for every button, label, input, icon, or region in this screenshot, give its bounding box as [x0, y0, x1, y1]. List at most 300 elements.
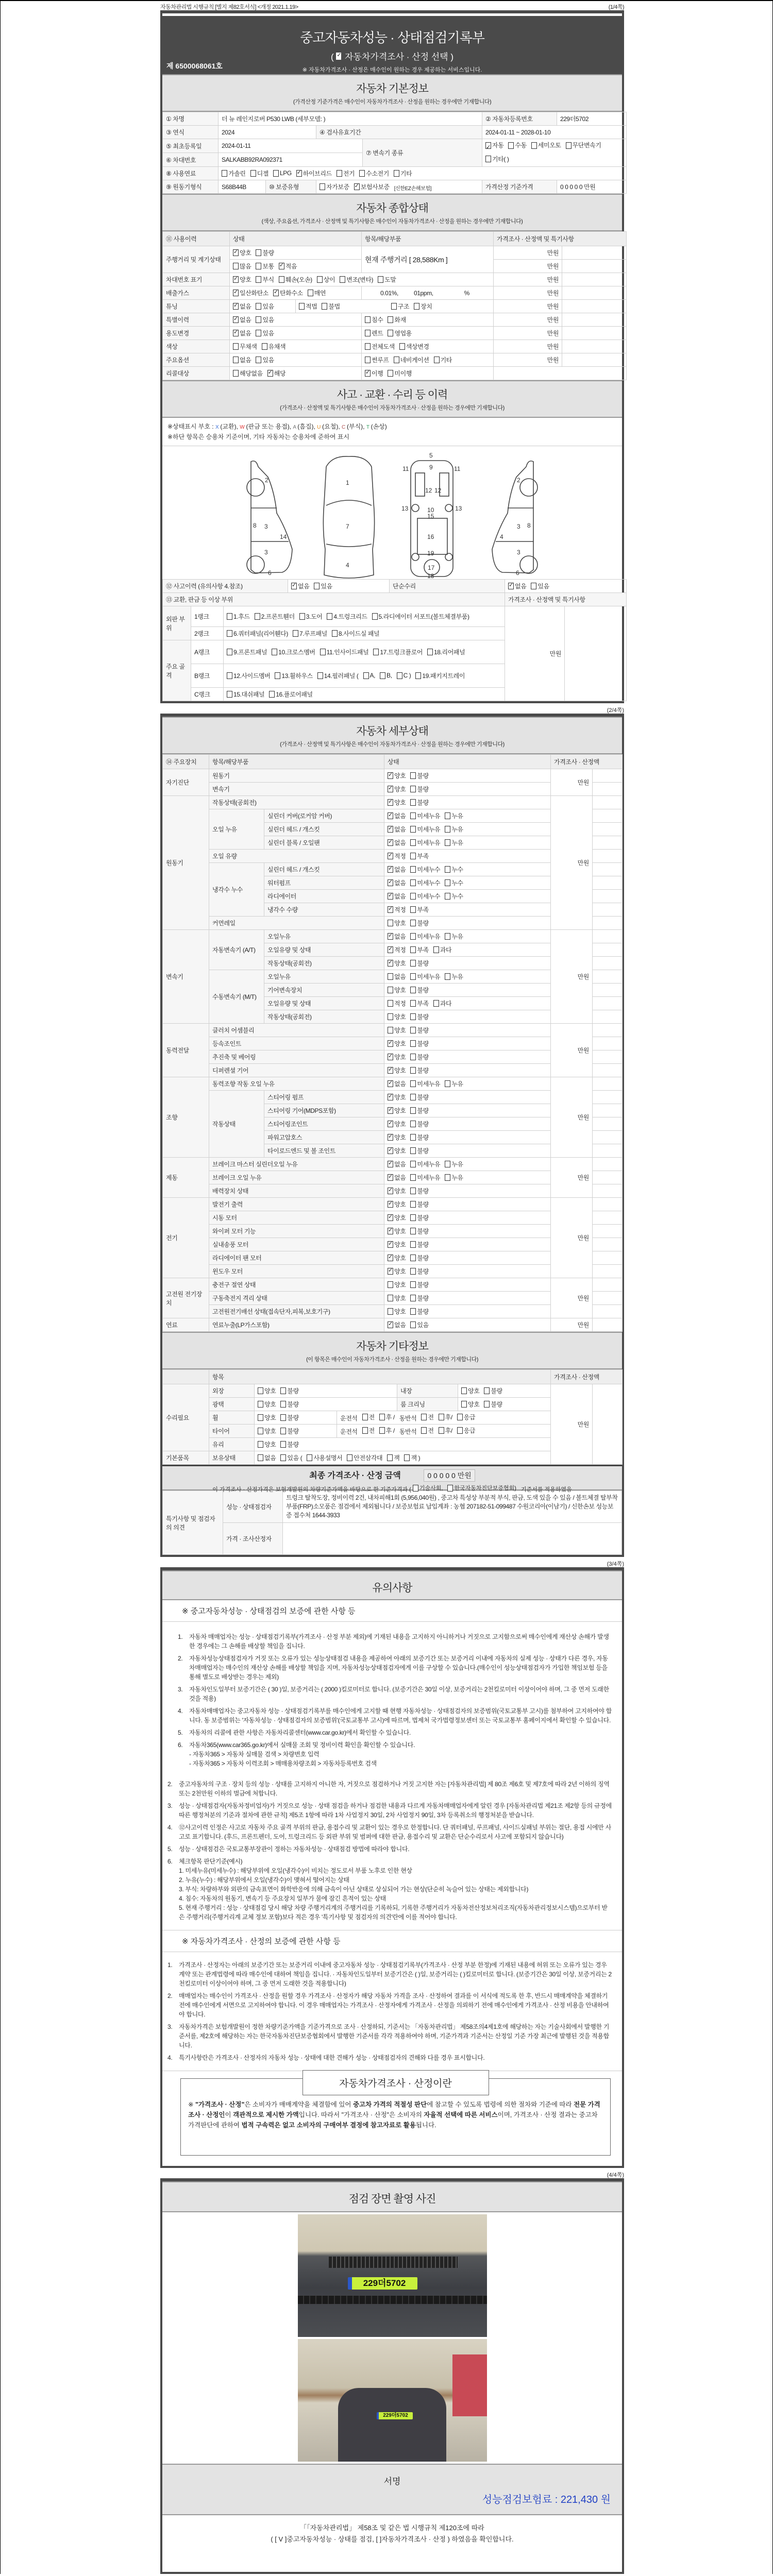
checked-box-icon	[388, 1134, 393, 1141]
checkbox-option	[414, 302, 432, 311]
svg-text:17: 17	[428, 564, 435, 571]
option-label: 과다	[440, 946, 452, 954]
item-body	[189, 1728, 411, 1737]
checkbox-option	[256, 302, 274, 311]
checkbox-option	[410, 1066, 428, 1075]
section-note: (이 항목은 매수인이 자동차가격조사 · 산정을 원하는 경우에만 기재합니다)	[306, 1357, 478, 1363]
label: ⑫ 사고이력 (유의사항 4.참조)	[163, 580, 288, 593]
unchecked-box-icon	[372, 613, 378, 620]
checked-box-icon	[291, 583, 297, 589]
label: 타이어	[209, 1425, 255, 1438]
option-label: 응급	[463, 1414, 476, 1421]
price-note[interactable]	[593, 1050, 623, 1064]
recall-kind	[362, 367, 494, 380]
checkbox-option	[445, 825, 463, 834]
option-label: 없음	[394, 839, 406, 846]
price-note[interactable]	[565, 606, 627, 701]
box-text-segment: 에 참고할 수 있도록 법령에 의한 절차와 기준에 따라	[427, 2101, 574, 2108]
checked-box-icon	[388, 946, 393, 953]
price-note[interactable]	[593, 850, 623, 863]
list-item	[167, 1960, 612, 1988]
list-item	[167, 2053, 612, 2062]
checkbox-option	[388, 1213, 406, 1222]
price-note[interactable]	[593, 890, 623, 903]
price-note[interactable]	[593, 863, 623, 876]
page-number: (3/4쪽)	[607, 1561, 624, 1567]
rank-c-parts	[224, 688, 505, 701]
option-label: 침수	[372, 316, 383, 324]
option-label: 미세누유	[417, 812, 441, 820]
item-status	[384, 850, 551, 863]
option-label: 있음 (	[287, 1454, 303, 1462]
checkbox-option	[388, 1053, 406, 1061]
list-item	[167, 1780, 612, 1798]
checkbox-option	[280, 1453, 302, 1462]
unchecked-box-icon	[445, 812, 450, 819]
unchecked-box-icon	[373, 649, 379, 655]
item-status	[384, 1077, 551, 1091]
item-status	[384, 997, 551, 1010]
option-label: 불량	[417, 1107, 429, 1114]
option-label: 불량	[417, 1040, 429, 1047]
price-note[interactable]	[562, 286, 627, 300]
item-text: 성능 · 상태점검은 국토교통부장관이 정하는 자동차성능 · 상태점검 방법에 따라야 합니다.	[179, 1845, 410, 1853]
price-note[interactable]	[593, 1144, 623, 1158]
unchecked-box-icon	[388, 1295, 393, 1301]
option-label: 불량	[417, 1214, 429, 1222]
price-note[interactable]	[593, 1158, 623, 1171]
option-label: 4.트렁크리드	[333, 613, 367, 620]
price-unit: 만원	[494, 353, 562, 367]
unchecked-box-icon	[258, 1387, 263, 1394]
checked-box-icon	[388, 1174, 393, 1181]
list-item	[167, 1991, 612, 2019]
checkbox-option	[258, 1400, 276, 1409]
unchecked-box-icon	[280, 1387, 286, 1394]
checkbox-option	[388, 892, 406, 901]
item-label: 디퍼렌셜 기어	[209, 1064, 384, 1077]
price-note[interactable]	[562, 353, 627, 367]
checkbox-option	[233, 342, 257, 351]
unchecked-box-icon	[256, 303, 261, 310]
price-note[interactable]	[593, 1225, 623, 1238]
box-text-segment: 자율적 선택에 따른 서비스	[424, 2111, 498, 2119]
checked-box-icon	[388, 1107, 393, 1114]
checkbox-option	[388, 1120, 406, 1128]
option-label: 불량	[417, 1227, 429, 1235]
option-label: 미세누유	[417, 839, 441, 846]
transmission-type	[482, 139, 627, 167]
final-price-note	[162, 1484, 622, 1494]
price-note[interactable]	[593, 1318, 623, 1332]
item-status	[384, 1292, 551, 1305]
item-status	[384, 769, 551, 783]
checkbox-option	[445, 932, 463, 941]
checkbox-option	[280, 1440, 298, 1449]
price-note[interactable]	[562, 273, 627, 286]
item-label: 구동축전지 격리 상태	[209, 1292, 384, 1305]
option-label: 양호	[394, 1294, 406, 1302]
checkbox-option	[388, 1294, 406, 1302]
checkbox-option	[410, 1026, 428, 1035]
option-label: 불량	[491, 1387, 502, 1395]
price-note[interactable]	[593, 1131, 623, 1144]
item-status	[384, 890, 551, 903]
option-label: 불량	[417, 1093, 429, 1101]
svg-text:18: 18	[427, 572, 434, 579]
price-note[interactable]	[593, 796, 623, 809]
price-note[interactable]	[593, 1384, 623, 1465]
price-note[interactable]	[593, 903, 623, 917]
item-body	[179, 1780, 612, 1798]
main-frame-label: 주요 골격	[163, 640, 191, 701]
checkbox-option	[255, 612, 295, 621]
document-subtitle: ( ✓ 자동차가격조사 · 산정 선택 )	[162, 49, 622, 62]
legend-text: (판금 또는 용접),	[246, 423, 293, 430]
wheel-condition	[255, 1411, 337, 1425]
other-info-table	[162, 1369, 623, 1465]
label: ⑤ 최초등록일	[163, 139, 219, 153]
checked-box-icon	[388, 1228, 393, 1234]
unchecked-box-icon	[410, 1040, 416, 1047]
price-note[interactable]	[593, 1278, 623, 1292]
confirmation-line: ( [ V ]중고자동차성능 · 상태를 점검, [ ]자동차가격조사 · 산정 ) 하였음을 확인합니다.	[271, 2535, 514, 2543]
penalty-list	[162, 1780, 622, 1930]
item-label: 오일유량 및 상태	[264, 997, 384, 1010]
item-body	[179, 1857, 612, 1922]
unchecked-box-icon	[410, 933, 416, 940]
checked-box-icon	[388, 1080, 393, 1087]
price-unit: 만원	[551, 1384, 593, 1465]
checked-box-icon	[388, 853, 393, 859]
option-label: 부족	[417, 946, 429, 954]
empty-cell	[163, 1370, 209, 1384]
label: 수리필요	[163, 1384, 209, 1451]
checkbox-option	[397, 672, 411, 679]
price-note[interactable]	[593, 1037, 623, 1050]
price-note[interactable]	[593, 1265, 623, 1278]
unchecked-box-icon	[362, 1414, 368, 1420]
unchecked-box-icon	[365, 330, 371, 336]
checkbox-option	[256, 329, 274, 337]
unchecked-box-icon	[227, 630, 232, 637]
checkbox-option	[531, 582, 549, 590]
option-label: 불량	[417, 1267, 429, 1275]
option-label: 미세누수	[417, 892, 441, 900]
option-label: 미세누유	[417, 1080, 441, 1088]
price-note[interactable]	[593, 1198, 623, 1211]
checkbox-option	[233, 248, 251, 257]
unchecked-box-icon	[447, 1485, 453, 1492]
car-name: 더 뉴 레인지로버 P530 LWB (세부모델: )	[219, 112, 482, 126]
main-options	[230, 353, 362, 367]
price-note[interactable]	[562, 246, 627, 260]
price-note[interactable]	[562, 260, 627, 273]
item-number: 2.	[167, 1781, 173, 1788]
item-body	[189, 1685, 612, 1703]
tuning-legal	[299, 304, 345, 311]
price-note[interactable]	[562, 340, 627, 353]
section-title: 자동차 기본정보	[356, 83, 428, 95]
item-body	[179, 1823, 612, 1841]
col-header: 항목/해당부품	[362, 232, 494, 246]
unchecked-box-icon	[485, 156, 491, 162]
item-label: 충전구 절연 상태	[209, 1278, 384, 1292]
item-label: 파워고압호스	[264, 1131, 384, 1144]
svg-text:3: 3	[517, 549, 520, 556]
price-note[interactable]	[593, 1171, 623, 1184]
checked-box-icon	[388, 1121, 393, 1127]
checkbox-option	[410, 1146, 428, 1155]
unchecked-box-icon	[445, 826, 450, 833]
checkbox-option	[347, 1453, 382, 1462]
label: ⑨ 원동기형식	[163, 180, 219, 194]
checkbox-option	[227, 629, 288, 638]
checkbox-option	[427, 648, 465, 656]
price-note[interactable]	[593, 1117, 623, 1131]
price-note[interactable]	[593, 957, 623, 970]
item-label: 작동상태(공회전)	[264, 1010, 384, 1024]
unchecked-box-icon	[410, 879, 416, 886]
price-note[interactable]	[593, 1091, 623, 1104]
unchecked-box-icon	[445, 839, 450, 846]
item-body	[179, 1844, 409, 1854]
checkbox-option	[410, 1053, 428, 1061]
price-note[interactable]	[593, 823, 623, 836]
option-label: 누유	[451, 973, 463, 980]
option-label: 누수	[451, 879, 463, 887]
checked-box-icon	[388, 1241, 393, 1248]
form-header	[160, 1, 624, 10]
option-label: 양호	[394, 1107, 406, 1114]
option-label: 미이행	[394, 369, 412, 377]
price-note[interactable]	[593, 997, 623, 1010]
option-label: 디젤	[257, 170, 268, 177]
checked-box-icon	[267, 370, 273, 377]
checkbox-option	[445, 1079, 463, 1088]
item-text: 자동차 매매업자는 성능 · 상태점검기록부(가격조사 · 산정 부분 제외)에 기재된 내용을 고지하지 아니하거나 거짓으로 고지함으로써 매수인에게 재산상 손해가 발생한 경우에는 그 손해를 배상할 책임을 집니다.	[189, 1633, 609, 1650]
price-note[interactable]	[593, 1064, 623, 1077]
checkbox-option	[461, 1400, 479, 1409]
legend-code: W	[240, 425, 246, 430]
insurance-fee: 성능점검보험료 : 221,430 원	[482, 2494, 611, 2505]
checkbox-option	[410, 1280, 428, 1289]
car-diagram	[162, 446, 622, 579]
list-item	[178, 1706, 612, 1725]
option-label: 보험사보증	[360, 183, 390, 191]
price-unit: 만원	[551, 1198, 593, 1278]
checkbox-option	[388, 1160, 406, 1168]
checkbox-option	[410, 811, 440, 820]
price-note[interactable]	[593, 943, 623, 957]
option-label: 부식	[262, 276, 274, 283]
legend-code: U	[317, 425, 323, 430]
rank-label: B랭크	[191, 664, 224, 688]
checkbox-option	[256, 355, 274, 364]
option-label: 없음	[394, 892, 406, 900]
price-note[interactable]	[593, 836, 623, 850]
option-label: 양호	[394, 785, 406, 793]
unchecked-box-icon	[439, 1414, 444, 1420]
unchecked-box-icon	[410, 920, 416, 926]
option-label: 14.필러패널 (	[324, 672, 359, 680]
unchecked-box-icon	[433, 1000, 439, 1007]
item-label: 스티어링 기어(MDPS포함)	[264, 1104, 384, 1117]
checked-box-icon	[388, 1214, 393, 1221]
unchecked-box-icon	[388, 973, 393, 980]
price-note[interactable]	[593, 1292, 623, 1305]
checkbox-option	[445, 892, 463, 901]
price-note[interactable]	[593, 984, 623, 997]
checkbox-option	[508, 139, 526, 151]
item-label: 냉각수 수량	[264, 903, 384, 917]
item-label: 타이로드엔드 및 볼 조인트	[264, 1144, 384, 1158]
item-body	[189, 1632, 612, 1651]
option-label: 동반석	[399, 1415, 417, 1422]
checked-box-icon	[296, 170, 302, 177]
price-note[interactable]	[593, 917, 623, 930]
item-label: 커먼레일	[209, 917, 384, 930]
unchecked-box-icon	[410, 839, 416, 846]
price-note[interactable]	[562, 300, 627, 313]
checkbox-option	[388, 1093, 406, 1101]
option-label: A,	[369, 672, 376, 679]
wheel-position	[337, 1411, 551, 1425]
checkbox-option	[388, 999, 406, 1008]
rank-1-parts	[224, 606, 505, 627]
section-title: 유의사항	[372, 1582, 412, 1594]
checkbox-option	[388, 945, 406, 954]
item-status	[384, 1171, 551, 1184]
checkbox-option	[388, 972, 406, 981]
checkbox-option	[233, 262, 251, 270]
item-status	[384, 1024, 551, 1037]
checkbox-option	[332, 629, 379, 638]
final-price-value: 0 0 0 0 0 만원	[424, 1469, 475, 1482]
item-number: 5.	[167, 1845, 173, 1853]
item-label: 발전기 출력	[209, 1198, 384, 1211]
item-label: 오일 유량	[209, 850, 384, 863]
checkbox-option	[308, 289, 326, 297]
option-label: 적법	[306, 302, 317, 310]
unchecked-box-icon	[410, 799, 416, 806]
price-note[interactable]	[562, 327, 627, 340]
price-note[interactable]	[593, 1010, 623, 1024]
option-label: 19.패키지트레이	[422, 672, 465, 680]
unchecked-box-icon	[531, 583, 536, 589]
option-label: 적정	[394, 999, 406, 1007]
price-note[interactable]	[593, 876, 623, 890]
overall-status-header	[162, 194, 622, 231]
checkbox-option	[365, 355, 389, 364]
option-label: 상이	[323, 276, 335, 283]
lower-grille	[298, 2296, 487, 2304]
checked-box-icon	[388, 1321, 393, 1328]
price-note[interactable]	[593, 970, 623, 984]
group-label: 동력전달	[163, 1024, 209, 1077]
price-note[interactable]	[593, 1238, 623, 1251]
price-note[interactable]	[593, 1211, 623, 1225]
option-label: 자동	[492, 142, 504, 149]
checkbox-option	[433, 999, 451, 1008]
unchecked-box-icon	[280, 1414, 286, 1421]
option-label: 불량	[417, 1053, 429, 1061]
usage-change-kind	[362, 327, 494, 340]
label: 내장	[397, 1384, 458, 1398]
option-label: 후/	[445, 1414, 452, 1421]
checked-box-icon	[388, 1255, 393, 1261]
option-label: 17.트렁크플로어	[380, 648, 423, 656]
option-label: 없음	[240, 302, 251, 310]
price-note[interactable]	[593, 1024, 623, 1037]
unchecked-box-icon	[410, 1308, 416, 1315]
vin-marking	[230, 273, 494, 286]
option-label: 적정	[394, 852, 406, 860]
checkbox-option	[388, 1133, 406, 1142]
checkbox-option	[387, 1453, 399, 1462]
section-title: 자동차 세부상태	[356, 725, 428, 737]
unchecked-box-icon	[227, 613, 232, 620]
final-price-label: 최종 가격조사 · 산정 금액	[309, 1471, 401, 1480]
title-note: ※ 자동차가격조사 · 산정은 매수인이 원하는 경우 제공하는 서비스입니다.	[302, 67, 482, 73]
price-note[interactable]	[593, 1251, 623, 1265]
price-note[interactable]	[593, 1077, 623, 1091]
checkbox-option	[410, 945, 428, 954]
item-label: 연료누출(LP가스포함)	[209, 1318, 384, 1332]
price-unit: 만원	[551, 930, 593, 1024]
checked-box-icon	[279, 263, 284, 269]
accident-history-table	[162, 579, 627, 701]
price-note[interactable]	[593, 1104, 623, 1117]
item-status	[384, 1010, 551, 1024]
unchecked-box-icon	[410, 1188, 416, 1194]
item-status	[384, 930, 551, 943]
checked-box-icon	[388, 812, 393, 819]
price-note[interactable]	[593, 783, 623, 796]
item-text: 특기사항란은 가격조사 · 산정자의 자동차 성능 · 상태에 대한 견해가 성능 · 상태점검자의 견해와 다를 경우 표시합니다.	[179, 2054, 485, 2061]
item-status	[384, 809, 551, 823]
option-label: 양호	[394, 919, 406, 927]
option-label: 사용설명서	[313, 1454, 343, 1462]
option-label: 해당	[274, 369, 286, 377]
option-label: 안전삼각대	[354, 1454, 383, 1462]
checked-box-icon	[233, 303, 239, 310]
checkbox-option	[484, 1386, 502, 1395]
checkbox-option	[410, 1133, 428, 1142]
option-label: 운전석	[340, 1415, 358, 1422]
checkbox-option	[233, 329, 251, 337]
section-title: 자동차 기타정보	[356, 1341, 428, 1352]
car-top-view	[323, 456, 374, 578]
unchecked-box-icon	[410, 1161, 416, 1167]
item-status	[384, 1104, 551, 1117]
checkbox-option	[394, 355, 429, 364]
option-label: 없음	[394, 933, 406, 940]
price-note[interactable]	[593, 769, 623, 783]
option-label: 불량	[417, 772, 429, 779]
price-note[interactable]	[593, 809, 623, 823]
option-label: 많음	[240, 262, 251, 270]
checkbox-option	[421, 1426, 433, 1435]
option-label: 누유	[451, 1080, 463, 1088]
price-note[interactable]	[593, 1184, 623, 1198]
signature-label: 서명	[383, 2477, 401, 2486]
price-note[interactable]	[593, 1305, 623, 1318]
price-note[interactable]	[562, 313, 627, 327]
price-note[interactable]	[593, 930, 623, 943]
unchecked-box-icon	[379, 1427, 385, 1434]
checkbox-option	[280, 1386, 298, 1395]
